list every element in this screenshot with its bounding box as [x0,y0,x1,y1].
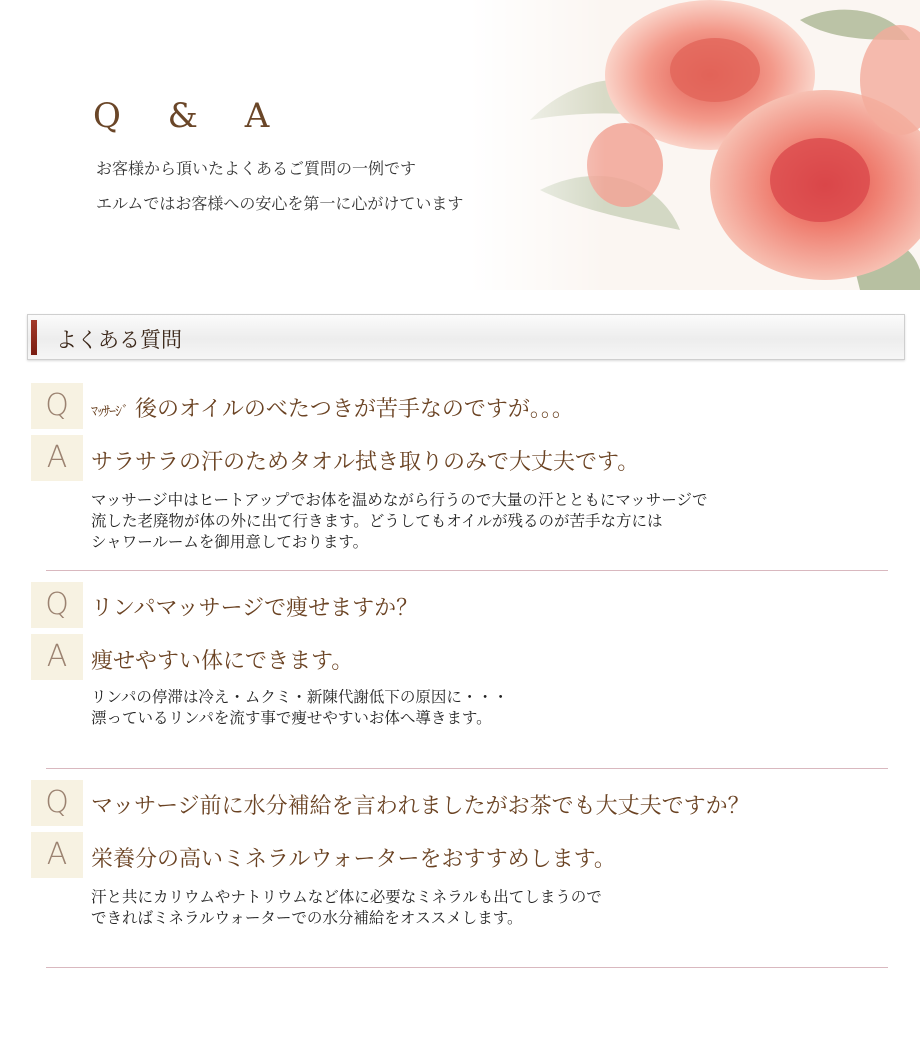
a-mark: A [31,832,83,878]
faq-question: マッサージ前に水分補給を言われましたがお茶でも大丈夫ですか？ [91,794,750,819]
header-banner [0,0,920,290]
detail-line: シャワールームを御用意しております。 [91,533,369,551]
faq-answer: 栄養分の高いミネラルウォーターをおすすめします。 [91,847,616,872]
faq-question: リンパマッサージで痩せますか？ [91,596,419,621]
section-heading [27,314,905,360]
question-text: 後のオイルのべたつきが苦手なのですが。。。 [135,397,574,422]
question-prefix: ﾏｯｻｰｼﾞ [91,404,128,420]
detail-line: できればミネラルウォーターでの水分補給をオススメします。 [91,909,523,927]
divider [46,967,888,968]
detail-line: 漂っているリンパを流す事で痩せやすいお体へ導きます。 [91,709,492,727]
section-accent [31,320,37,355]
section-title: よくある質問 [56,328,182,352]
faq-answer: 痩せやすい体にできます。 [91,649,354,674]
faq-detail [91,687,871,729]
faq-question [91,392,574,423]
roses-image [470,0,920,290]
a-mark: A [31,435,83,481]
detail-line: マッサージ中はヒートアップでお体を温めながら行うので大量の汗とともにマッサージで [91,491,708,509]
detail-line: 汗と共にカリウムやナトリウムなど体に必要なミネラルも出てしまうので [91,888,602,906]
faq-detail [91,490,871,553]
header-subtitle-2: エルムではお客様への安心を第一に心がけています [96,194,464,213]
faq-answer: サラサラの汗のためタオル拭き取りのみで大丈夫です。 [91,450,640,475]
divider [46,570,888,571]
q-mark: Q [31,582,83,628]
a-mark: A [31,634,83,680]
header-subtitle-1: お客様から頂いたよくあるご質問の一例です [96,159,417,178]
detail-line: リンパの停滞は冷え・ムクミ・新陳代謝低下の原因に・・・ [91,688,509,706]
detail-line: 流した老廃物が体の外に出て行きます。どうしてもオイルが残るのが苦手な方には [91,512,663,530]
divider [46,768,888,769]
faq-detail [91,887,871,929]
q-mark: Q [31,383,83,429]
page-title: Q & A [93,96,288,136]
q-mark: Q [31,780,83,826]
